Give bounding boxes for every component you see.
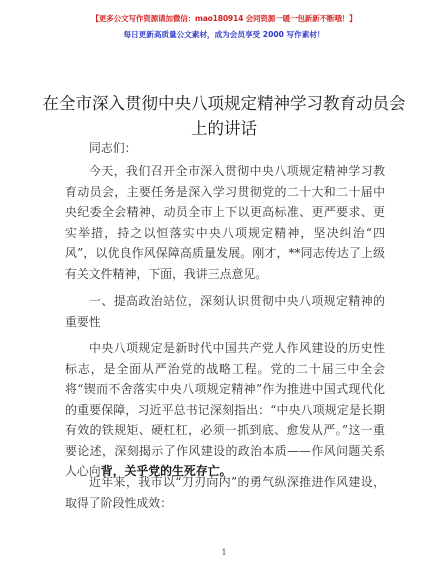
section-heading-1: 一、提高政治站位，深刻认识贯彻中央八项规定精神的重要性 [65, 294, 385, 329]
promo-banner-line-1: 【更多公文写作资源请加微信：mao180914 会同资源一暖一包新新不断哦！】 [91, 14, 357, 23]
paragraph-recent-years: 近年来，我市以“刀刃向内”的勇气纵深推进作风建设，取得了阶段性成效： [65, 475, 385, 510]
document-title: 在全市深入贯彻中央八项规定精神学习教育动员会上的讲话 [42, 94, 406, 138]
paragraph-opening: 今天，我们召开全市深入贯彻中央八项规定精神学习教育动员会，主要任务是深入学习贯彻党的二十大和二十届中央纪委全会精神，动员全市上下以更高标准、更严要求、更实举措，持之以恒落实中央八项规定精神，坚决纠治“四风”，以优良作风保障高质量发展。刚才，**同志传达了上级有关文件精神，下面，我讲三点意见。 [65, 164, 385, 281]
paragraph-central-rules [65, 338, 385, 482]
emphasis-text: 背，关乎党的生死存亡。 [100, 464, 232, 478]
page-number: 1 [221, 548, 227, 557]
promo-banner-line-2: 每日更新高质量公文素材，成为会员享受 2000 写作素材！ [123, 30, 325, 39]
paragraph-central-rules-text: 中央八项规定是新时代中国共产党人作风建设的历史性标志，是全面从严治党的战略工程。党的二十届三中全会将“锲而不舍落实中央八项规定精神”作为推进中国式现代化的重要保障，习近平总书记深刻指出：“中央八项规定是长期有效的铁规矩、硬杠杠，必须一抓到底、愈发从严。”这一重要论述，深刻揭示了作风建设的政治本质——作风问题关系人心向 [65, 341, 385, 478]
greeting: 同志们： [89, 141, 137, 155]
